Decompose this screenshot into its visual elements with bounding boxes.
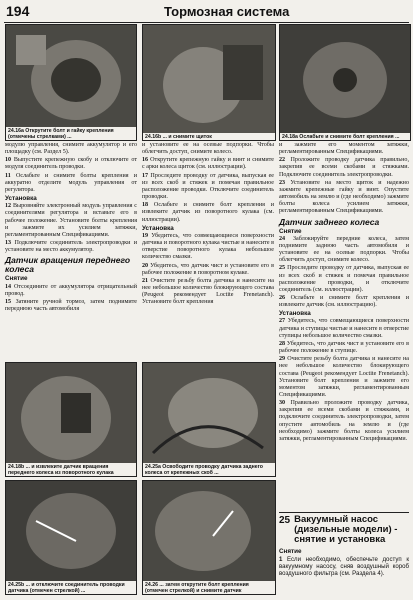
subheading-removal: Снятие (5, 275, 28, 283)
step-1: 1 Если необходимо, обеспечьте доступ к вакуумному насосу, сняв воздушный короб воздушного фильтра (см. Раздела 4). (279, 556, 409, 578)
subheading-install: Установка (5, 195, 37, 203)
step-24: 24 Заблокируйте передние колеса, затем поднимите заднюю часть автомобиля и установите ее на осевые подпорки. Чтобы облегчить доступ, снимите колесо. (279, 235, 409, 264)
photo-24-18a (279, 24, 411, 141)
subheading-removal: Снятие (279, 227, 302, 235)
step-17: 17 Проследите проводку от датчика, выпуская ее из всех скоб и стяжек и помечая правильное расположение проводки. Отключите соединитель проводки. (142, 172, 274, 201)
photo-caption: 24.16b ... и снимите щиток (143, 133, 275, 140)
column-3-text (279, 142, 409, 444)
step-15: 15 Затяните ручной тормоз, затем поднимите переднюю часть автомобиля (5, 298, 137, 312)
section-title: Тормозная система (164, 4, 290, 19)
section-title-25: Вакуумный насос (дизельные модели) - снятие и установка (294, 514, 398, 545)
section-25-header (279, 512, 409, 578)
photo-caption: 24.25a Освободите проводку датчика заднего колеса от крепежных скоб ... (143, 463, 275, 476)
step-10: 10 Выпустите крепежную скобу и отключите от модуля соединитель проводки. (5, 157, 137, 171)
step-22: 22 Проложите проводку датчика правильно, закрепив ее всеми скобами и стяжками. Подключите соединитель электропроводки. (279, 157, 409, 178)
brake-photo-image (6, 25, 136, 140)
paragraph: модулю управления, снимите аккумулятор и его площадку (см. Раздел 5). (5, 142, 137, 156)
heading-rear-sensor: Датчик заднего колеса (279, 216, 380, 227)
step-21: 21 Очистите резьбу болта датчика и нанесите на нее небольшое количество блокирующего состава (Peugeot рекомендует Loctite Frenetanch). Установите болт крепления (142, 277, 274, 306)
photo-24-25a (142, 362, 276, 477)
step-28: 28 Убедитесь, что датчик чист и установите его в рабочее положение в ступице. (279, 340, 409, 355)
photo-caption: 24.25b ... и отключите соединитель проводки датчика (отмечен стрелкой) ... (6, 581, 136, 594)
photo-caption: 24.18a Ослабьте и снимите болт крепления ... (280, 133, 410, 140)
brake-photo-image (6, 363, 136, 476)
step-29: 29 Очистите резьбу болта датчика и нанесите на нее небольшое количество блокирующего состава (Peugeot рекомендует Loctite Frenetanch). Установите болт крепления и зажмите его моментом затяжки, регламентированным Спецификациями. (279, 356, 409, 398)
brake-photo-image (280, 25, 410, 140)
photo-caption: 24.16a Открутите болт и гайку крепления (отмечены стрелками) ... (6, 127, 136, 140)
column-1-text (5, 142, 137, 314)
subheading-removal: Снятие (279, 548, 302, 555)
paragraph: и зажмите его моментом затяжки, регламентированным Спецификациями. (279, 142, 409, 156)
heading-front-sensor: Датчик вращения переднего колеса (5, 255, 131, 275)
step-16: 16 Открутите крепежную гайку и винт и снимите с арки колеса щиток (см. иллюстрации). (142, 157, 275, 171)
photo-24-26 (142, 480, 276, 595)
photo-24-16a (5, 24, 137, 141)
photo-caption: 24.18b ... и извлеките датчик вращения переднего колеса из поворотного кулака (6, 463, 136, 476)
subheading-install: Установка (142, 224, 174, 232)
step-18: 18 Ослабьте и снимите болт крепления и извлеките датчик из поворотного кулака (см. иллюстрации). (142, 202, 274, 223)
page-header (4, 2, 409, 23)
step-27: 27 Убедитесь, что совмещающиеся поверхности датчика и ступицы чистые и нанесите в отверстие ступицы небольшое количество смазки. (279, 318, 409, 339)
step-20: 20 Убедитесь, что датчик чист и установите его в рабочее положение в поворотном кулаке. (142, 262, 274, 276)
step-14: 14 Отсоедините от аккумулятора отрицательный провод. (5, 283, 137, 297)
section-25-text (279, 556, 409, 577)
brake-photo-image (143, 481, 275, 594)
step-19: 19 Убедитесь, что совмещающиеся поверхности датчика и поворотного кулака чистые и нанесите в отверстие поворотного кулака небольшое количество смазки. (142, 232, 274, 261)
subheading-install: Установка (279, 310, 311, 318)
step-30: 30 Правильно проложите проводку датчика, закрепив ее всеми скобами и стяжками, и подключите соединитель электропроводки, затем опустите автомобиль на землю и (где необходимо) зажмите болты колеса усилием затяжки, регламентированным Спецификациями. (279, 400, 409, 442)
brake-photo-image (143, 25, 275, 140)
photo-24-25b (5, 480, 137, 595)
photo-caption: 24.26 ... затем открутите болт крепления (отмечен стрелкой) и снимите датчик (143, 581, 275, 594)
step-25: 25 Проследите проводку от датчика, выпуская ее из всех скоб и стяжек и помечая правильное расположение проводки, и отключите соединитель (см. иллюстрации). (279, 265, 410, 293)
section-number: 25 (279, 515, 291, 526)
brake-photo-image (6, 481, 136, 594)
photo-24-18b (5, 362, 137, 477)
photo-24-16b (142, 24, 276, 141)
paragraph: и установите ее на осевые подпорки. Чтобы облегчить доступ, снимите колесо. (142, 142, 274, 156)
page-number: 194 (6, 3, 30, 19)
step-13: 13 Подключите соединитель электропроводки и установите на место аккумулятор. (5, 240, 137, 254)
step-12: 12 Выровняйте электронный модуль управления с соединителями регулятора и вставьте его в рабочее положение. Установите болты крепления и зажмите их усилием затяжки, регламентированным Спецификациями. (5, 203, 137, 238)
step-26: 26 Ослабьте и снимите болт крепления и извлеките датчик (см. иллюстрацию). (279, 294, 409, 309)
brake-photo-image (143, 363, 275, 476)
step-23: 23 Установите на место щиток и надежно зажмите крепежные гайку и винт. Опустите автомобиль на землю и (где необходимо) зажмите болты колеса усилием затяжки, регламентированным Спецификациями. (279, 179, 409, 215)
step-11: 11 Ослабьте и снимите болты крепления и аккуратно отделите модуль управления от регулятора. (5, 172, 137, 193)
column-2-text (142, 142, 274, 307)
